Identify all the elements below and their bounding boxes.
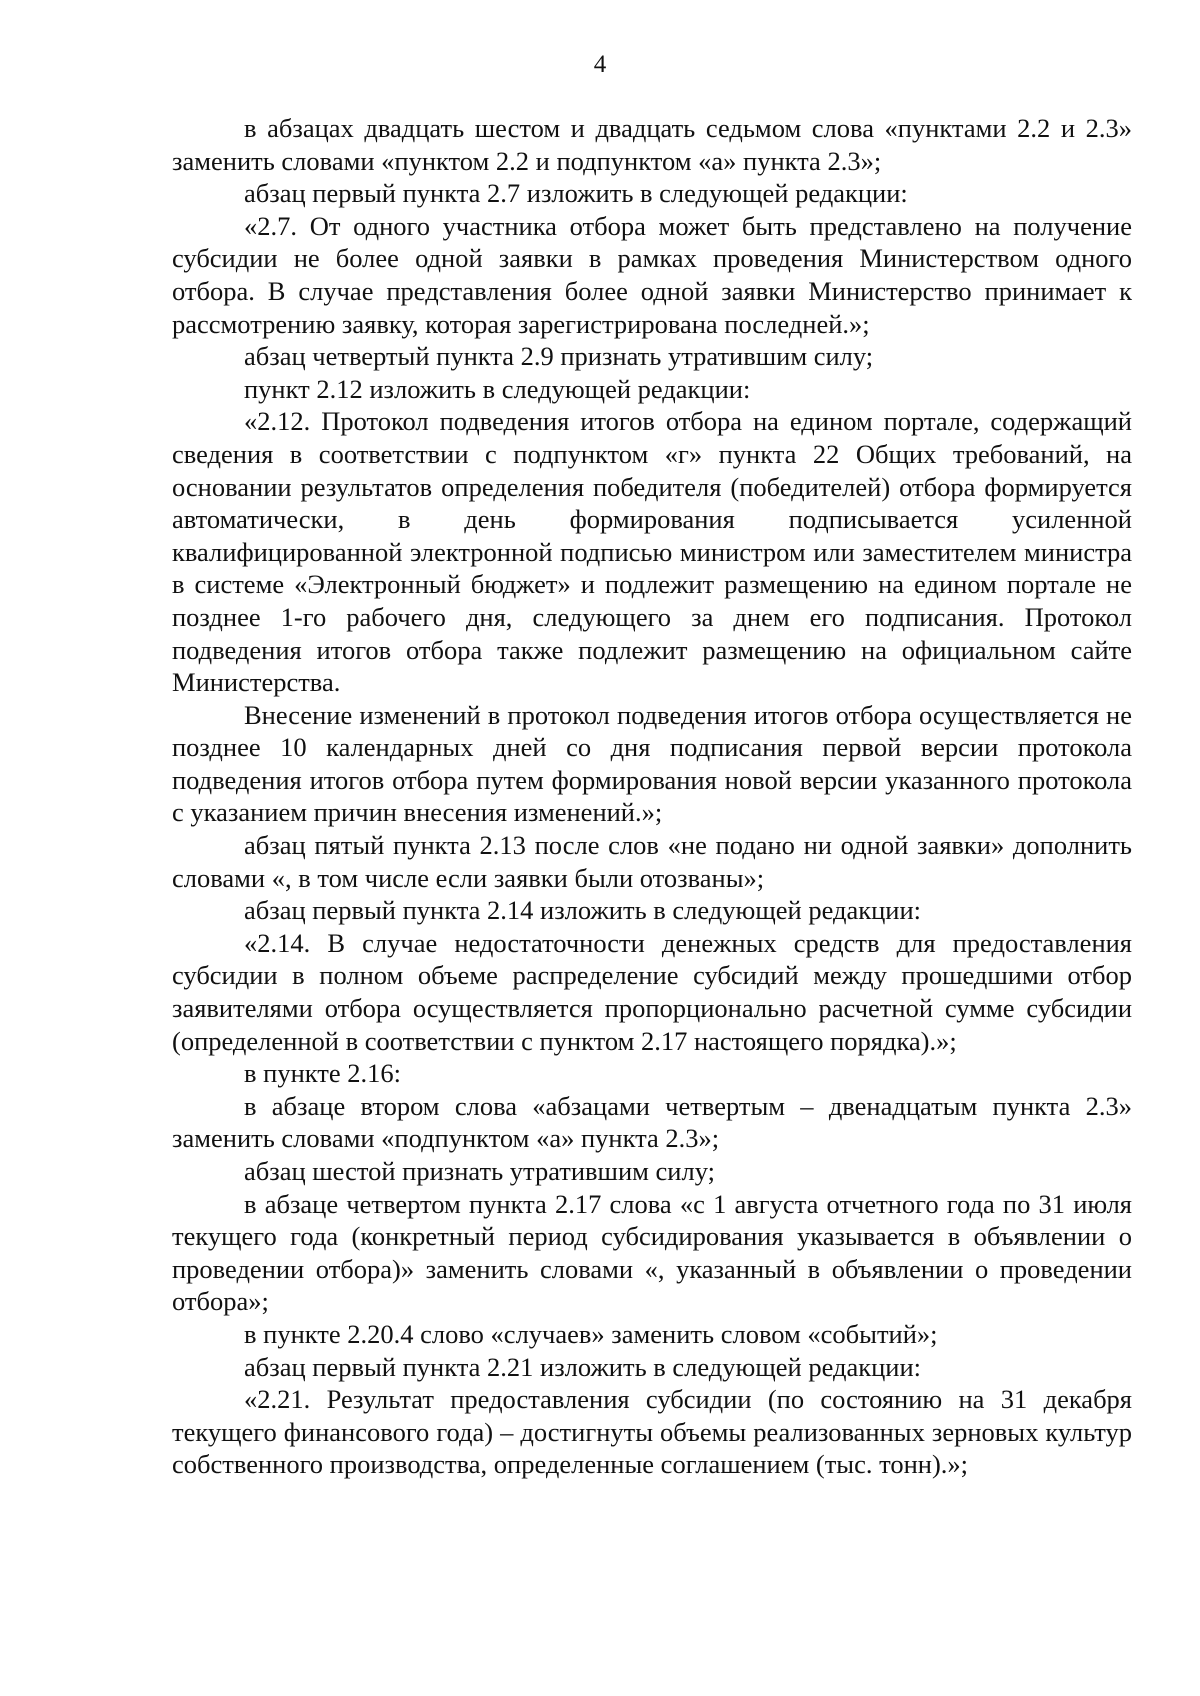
paragraph: в абзаце четвертом пункта 2.17 слова «с 1 августа отчетного года по 31 июля текущего года (конкретный период субсидирования указывается в объявлении о проведении отбора)» заменить словами «, указанный в объявлении о проведении отбора»; bbox=[172, 1188, 1132, 1317]
paragraph: в абзацах двадцать шестом и двадцать седьмом слова «пунктами 2.2 и 2.3» заменить словами «пунктом 2.2 и подпунктом «а» пункта 2.3»; bbox=[172, 113, 1132, 176]
paragraph: «2.7. От одного участника отбора может быть представлено на получение субсидии не более одной заявки в рамках проведения Министерством одного отбора. В случае представления более одной заявки Министерство принимает к рассмотрению заявку, которая зарегистрирована последней.»; bbox=[172, 210, 1132, 339]
paragraph: абзац четвертый пункта 2.9 признать утратившим силу; bbox=[244, 341, 874, 372]
paragraph: в пункте 2.16: bbox=[244, 1058, 401, 1089]
paragraph: абзац шестой признать утратившим силу; bbox=[244, 1156, 715, 1186]
paragraph: пункт 2.12 изложить в следующей редакции: bbox=[244, 373, 751, 404]
paragraph: «2.14. В случае недостаточности денежных средств для предоставления субсидии в полном объеме распределение субсидий между прошедшими отбор заявителями отбора осуществляется пропорционально расчетной сумме субсидии (определенной в соответствии с пунктом 2.17 настоящего порядка).»; bbox=[172, 927, 1132, 1056]
paragraph: абзац первый пункта 2.7 изложить в следующей редакции: bbox=[244, 178, 908, 209]
paragraph: «2.12. Протокол подведения итогов отбора на едином портале, содержащий сведения в соответствии с подпунктом «г» пункта 22 Общих требований, на основании результатов определения победителя (победителей) отбора формируется автоматически, в день формирования подписывается усиленной квалифицированной электронной подписью министром или заместителем министра в системе «Электронный бюджет» и подлежит размещению на едином портале не позднее 1-го рабочего дня, следующего за днем его подписания. Протокол подведения итогов отбора также подлежит размещению на официальном сайте Министерства. bbox=[172, 406, 1132, 698]
page-number: 4 bbox=[593, 51, 607, 78]
document-body bbox=[172, 112, 1132, 1481]
paragraph: Внесение изменений в протокол подведения итогов отбора осуществляется не позднее 10 календарных дней со дня подписания первой версии протокола подведения итогов отбора путем формирования новой версии указанного протокола с указанием причин внесения изменений.»; bbox=[172, 699, 1132, 828]
paragraph: абзац первый пункта 2.21 изложить в следующей редакции: bbox=[244, 1351, 922, 1382]
paragraph: в пункте 2.20.4 слово «случаев» заменить словом «событий»; bbox=[244, 1318, 938, 1349]
paragraph: в абзаце втором слова «абзацами четвертым – двенадцатым пункта 2.3» заменить словами «подпунктом «а» пункта 2.3»; bbox=[172, 1090, 1132, 1154]
paragraph: абзац первый пункта 2.14 изложить в следующей редакции: bbox=[244, 895, 922, 926]
paragraph: «2.21. Результат предоставления субсидии (по состоянию на 31 декабря текущего финансового года) – достигнуты объемы реализованных зерновых культур собственного производства, определенные соглашением (тыс. тонн).»; bbox=[172, 1384, 1132, 1480]
paragraph: абзац пятый пункта 2.13 после слов «не подано ни одной заявки» дополнить словами «, в том числе если заявки были отозваны»; bbox=[172, 830, 1132, 893]
